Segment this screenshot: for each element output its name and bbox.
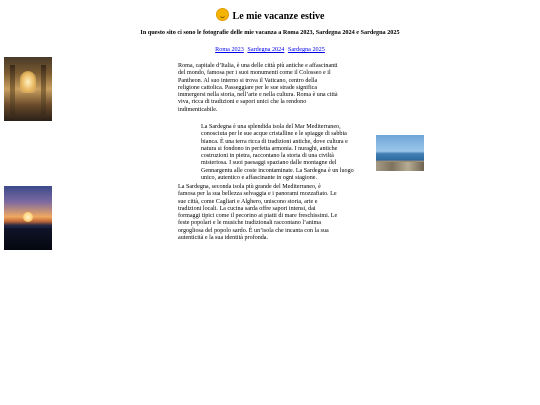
photo-coastline [4, 228, 52, 250]
photo-rocks [376, 162, 424, 171]
page-title [0, 8, 540, 22]
sun-emoji-icon [216, 8, 229, 21]
photo-altar-light [20, 71, 36, 93]
page-title-text: Le mie vacanze estive [232, 11, 325, 22]
photo-roma-basilica [4, 57, 52, 121]
nav-link-roma-2023[interactable]: Roma 2023 [215, 46, 244, 53]
photo-column [10, 65, 15, 115]
photo-sun [23, 212, 33, 222]
roma-paragraph: Roma, capitale d’Italia, è una delle città più antiche e affascinanti del mondo, famosa per i suoi monumenti come il Colosseo e il Pantheon. Al suo interno si trova il Vaticano, centro della religione cattolica. Passeggiare per le sue strade significa immergersi nella storia, nell’arte e nella cultura. Roma è una città viva, ricca di tradizioni e sapori unici che la rendono indimenticabile. [178, 63, 338, 113]
photo-sardegna-sunset [4, 186, 52, 250]
sardegna-paragraph-1: La Sardegna è una splendida isola del Mar Mediterraneo, conosciuta per le sue acque cristalline e le spiagge di sabbia bianca. È una terra ricca di tradizioni antiche, dove cultura e natura si fondono in perfetta armonia. I nuraghi, antiche costruzioni in pietra, raccontano la storia di una civiltà misteriosa. I suoi paesaggi spaziano dalle montagne del Gennargentu alle coste incontaminate. La Sardegna è un luogo unico, autentico e affascinante in ogni stagione. [201, 124, 354, 182]
photo-sardegna-sea [376, 135, 424, 171]
nav-link-sardegna-2024[interactable]: Sardegna 2024 [247, 46, 285, 53]
page-subtitle: In questo sito ci sono le fotografie delle mie vacanza a Roma 2023, Sardegna 2024 e Sardegna 2025 [140, 29, 400, 36]
nav-link-sardegna-2025[interactable]: Sardegna 2025 [287, 46, 325, 53]
photo-column [41, 65, 46, 115]
sardegna-paragraph-2: La Sardegna, seconda isola più grande del Mediterraneo, è famosa per la sua bellezza selvaggia e i panorami mozzafiato. Le sue città, come Cagliari e Alghero, uniscono storia, arte e tradizioni locali. La cucina sarda offre sapori intensi, dai formaggi tipici come il pecorino ai piatti di mare freschissimi. Le feste popolari e le musiche tradizionali raccontano l’anima orgogliosa del popolo sardo. È un’isola che incanta con la sua autenticità e la sua identità profonda. [178, 184, 338, 242]
nav-links [0, 46, 540, 53]
